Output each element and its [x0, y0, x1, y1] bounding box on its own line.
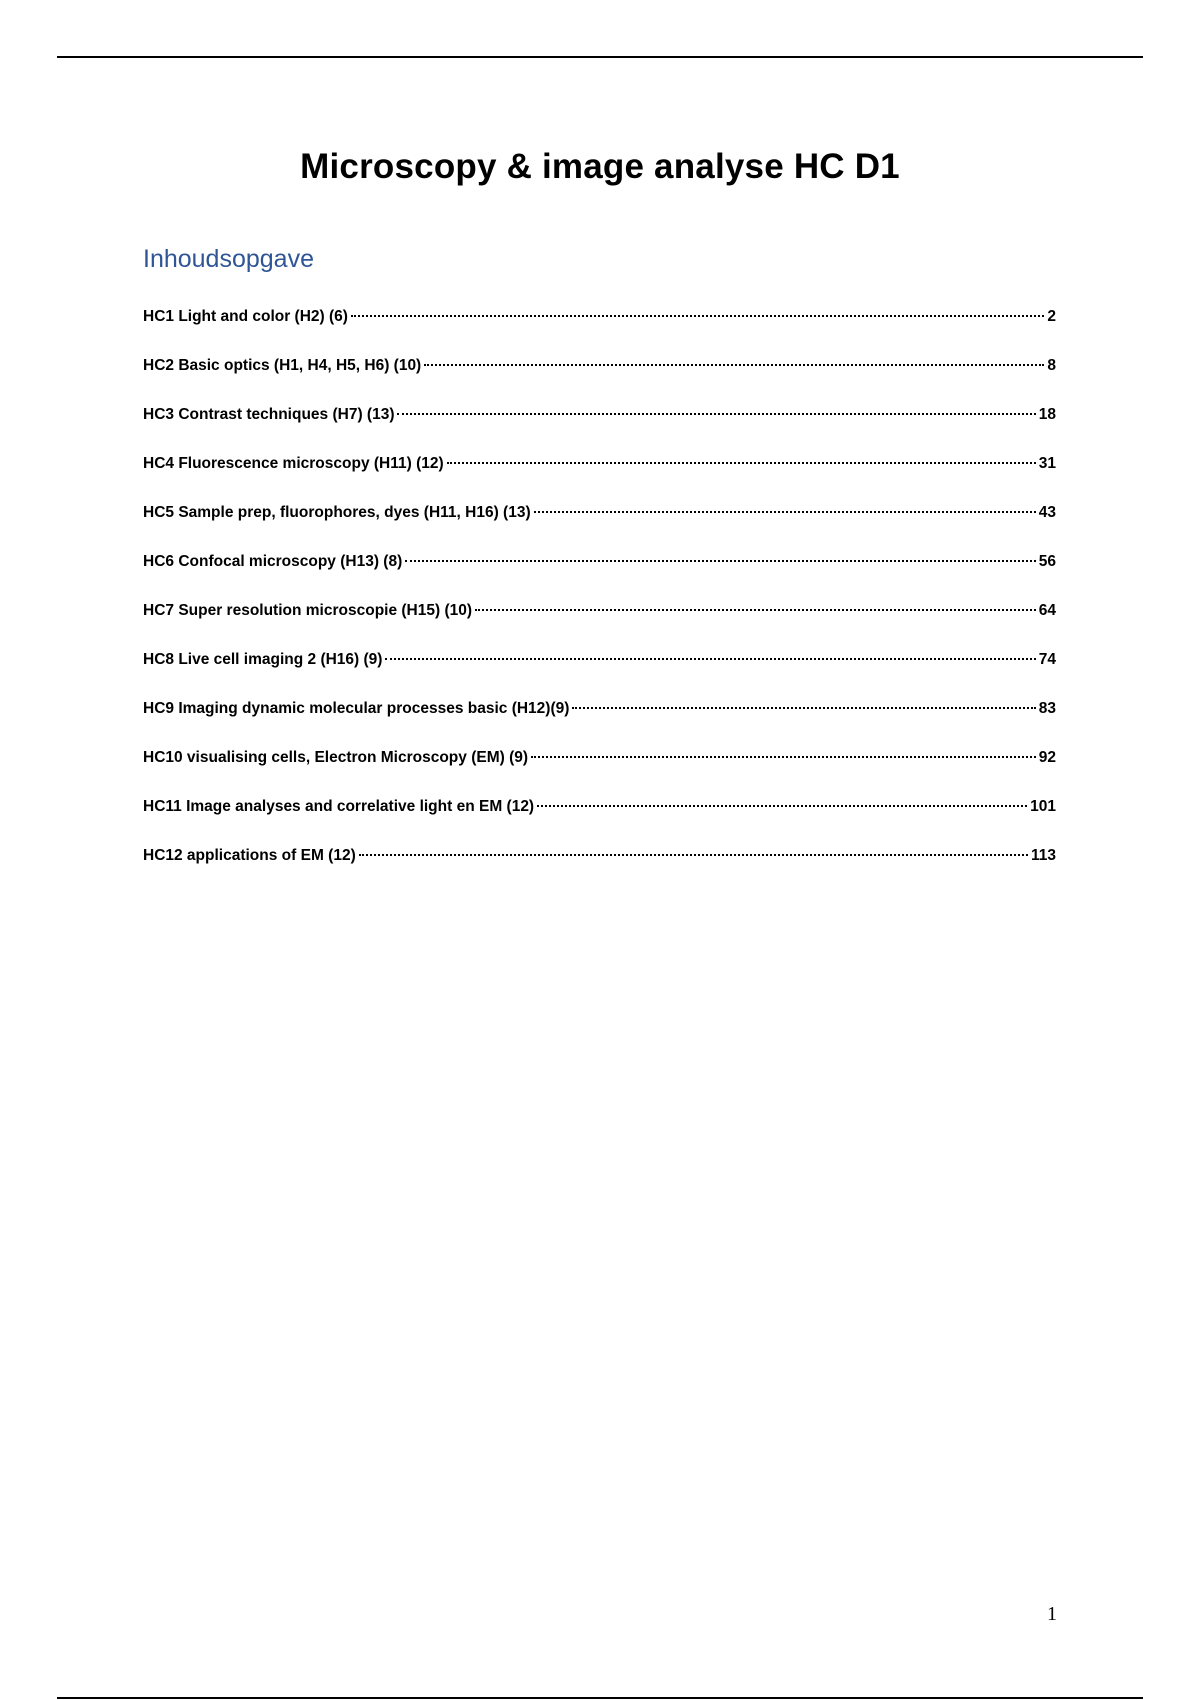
toc-entry-label: HC12 applications of EM (12) — [143, 847, 356, 864]
toc-entry-label: HC1 Light and color (H2) (6) — [143, 308, 348, 325]
page-number: 1 — [1047, 1603, 1057, 1625]
toc-entry-label: HC5 Sample prep, fluorophores, dyes (H11, H16) (13) — [143, 504, 531, 521]
header-rule — [57, 56, 1143, 58]
toc-entry-page: 113 — [1030, 847, 1056, 864]
toc-entry-page: 101 — [1030, 798, 1056, 815]
toc-heading: Inhoudsopgave — [143, 245, 314, 273]
toc-dot-leader — [447, 462, 1036, 464]
toc-dot-leader — [424, 364, 1044, 366]
toc-entry-page: 8 — [1047, 357, 1056, 374]
toc-entry-page: 56 — [1038, 553, 1056, 570]
toc-entry-page: 64 — [1038, 602, 1056, 619]
toc-entry-label: HC4 Fluorescence microscopy (H11) (12) — [143, 455, 444, 472]
toc-entry-label: HC6 Confocal microscopy (H13) (8) — [143, 553, 403, 570]
toc-dot-leader — [351, 315, 1044, 317]
toc-entry-page: 31 — [1038, 455, 1056, 472]
toc-dot-leader — [537, 805, 1027, 807]
toc-entry-page: 74 — [1038, 651, 1056, 668]
toc-entry[interactable] — [143, 502, 1056, 551]
toc-entry-page: 18 — [1038, 406, 1056, 423]
toc-entry-label: HC2 Basic optics (H1, H4, H5, H6) (10) — [143, 357, 422, 374]
toc-dot-leader — [385, 658, 1035, 660]
toc-entry-page: 43 — [1038, 504, 1056, 521]
toc-entry[interactable] — [143, 649, 1056, 698]
document-title: Microscopy & image analyse HC D1 — [300, 147, 900, 186]
toc-entry-label: HC11 Image analyses and correlative light en EM (12) — [143, 798, 535, 815]
toc-entry-label: HC7 Super resolution microscopie (H15) (10) — [143, 602, 473, 619]
toc-dot-leader — [531, 756, 1036, 758]
toc-entry[interactable] — [143, 698, 1056, 747]
toc-entry-page: 83 — [1038, 700, 1056, 717]
toc-entry[interactable] — [143, 306, 1056, 355]
toc-dot-leader — [475, 609, 1036, 611]
toc-dot-leader — [359, 854, 1028, 856]
toc-dot-leader — [405, 560, 1036, 562]
toc-dot-leader — [397, 413, 1035, 415]
toc-entry-label: HC3 Contrast techniques (H7) (13) — [143, 406, 395, 423]
toc-entry[interactable] — [143, 551, 1056, 600]
toc-entry-page: 92 — [1038, 749, 1056, 766]
toc-entry-label: HC9 Imaging dynamic molecular processes basic (H12)(9) — [143, 700, 570, 717]
toc-entry[interactable] — [143, 845, 1056, 894]
toc-entry[interactable] — [143, 453, 1056, 502]
toc-entry-page: 2 — [1047, 308, 1056, 325]
toc-entry[interactable] — [143, 600, 1056, 649]
table-of-contents — [143, 306, 1056, 894]
toc-entry[interactable] — [143, 355, 1056, 404]
toc-dot-leader — [572, 707, 1035, 709]
footer-rule — [57, 1697, 1143, 1699]
toc-entry[interactable] — [143, 404, 1056, 453]
toc-entry[interactable] — [143, 796, 1056, 845]
toc-entry[interactable] — [143, 747, 1056, 796]
toc-dot-leader — [534, 511, 1036, 513]
toc-entry-label: HC8 Live cell imaging 2 (H16) (9) — [143, 651, 383, 668]
toc-entry-label: HC10 visualising cells, Electron Microscopy (EM) (9) — [143, 749, 529, 766]
